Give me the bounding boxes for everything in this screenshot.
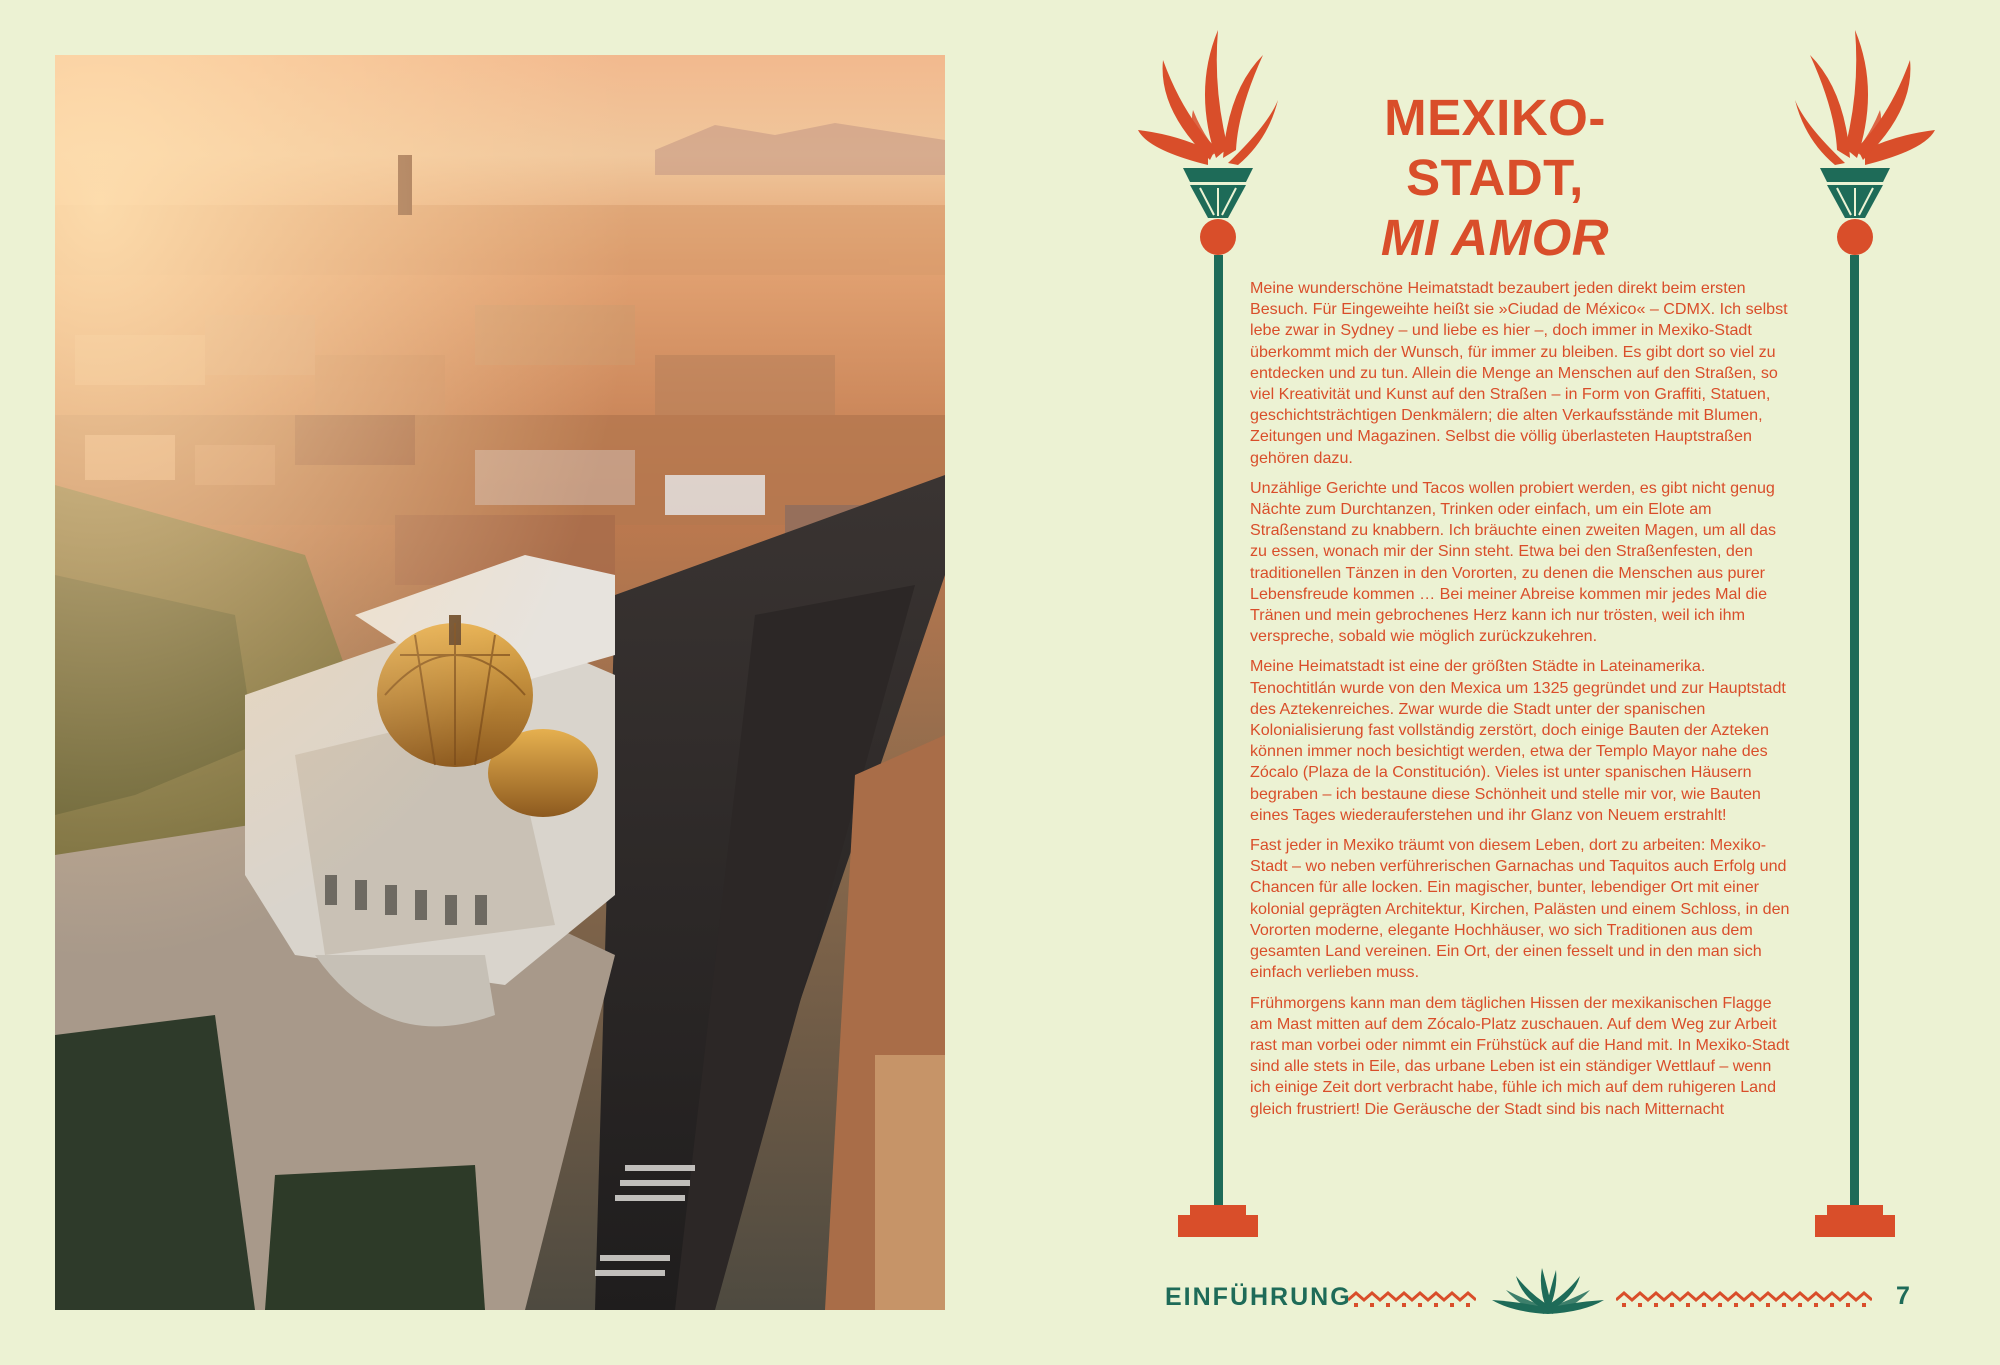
article-body <box>1250 278 1795 1129</box>
page-number: 7 <box>1896 1282 1910 1310</box>
agave-icon <box>1492 1268 1604 1316</box>
page-title <box>1300 88 1690 268</box>
section-label: EINFÜHRUNG <box>1165 1283 1352 1311</box>
aerial-city-photo <box>55 55 945 1310</box>
zigzag-left-ornament <box>1348 1288 1476 1310</box>
title-line-1: MEXIKO-STADT, <box>1384 89 1606 206</box>
paragraph-4: Fast jeder in Mexiko träumt von diesem Leben, dort zu arbeiten: Mexiko-Stadt – wo neben verführerischen Garnachas und Taquitos auch Erfolg und Chancen für alle locken. Ein magischer, bunter, lebendiger Ort mit einer kolonial geprägten Architektur, Kirchen, Palästen und einem Schloss, in den Vororten moderne, elegante Hochhäuser, wo sich Traditionen aus dem gesamten Land vereinen. Ein Ort, der einen fesselt und in den man sich einfach verlieben muss. <box>1250 836 1790 982</box>
paragraph-1: Meine wunderschöne Heimatstadt bezaubert jeden direkt beim ersten Besuch. Für Eingeweihte heißt sie »Ciudad de México« – CDMX. Ich selbst lebe zwar in Sydney – und liebe es hier –, doch immer in Mexiko-Stadt überkommt mich der Wunsch, für immer zu bleiben. Es gibt dort so viel zu entdecken und zu tun. Allein die Menge an Menschen auf den Straßen, so viel Kreativität und Kunst auf den Straßen – in Form von Graffiti, Statuen, geschichtsträchtigen Denkmälern; die alten Verkaufsstände mit Blumen, Zeitungen und Magazinen. Selbst die völlig überlasteten Hauptstraßen gehören dazu. <box>1250 279 1788 467</box>
title-line-2: MI AMOR <box>1380 209 1610 266</box>
torch-right-icon <box>1795 30 1935 1240</box>
paragraph-2: Unzählige Gerichte und Tacos wollen probiert werden, es gibt nicht genug Nächte zum Durchtanzen, Trinken oder einfach, um ein Elote am Straßenstand zu knabbern. Ich bräuchte einen zweiten Magen, um all das zu essen, wonach mir der Sinn steht. Etwa bei den Straßenfesten, den traditionellen Tänzen in den Vororten, zu denen die Menschen aus purer Lebensfreude kommen … Bei meiner Abreise kommen mir jedes Mal die Tränen und mein gebrochenes Herz kann ich nur trösten, weil ich ihm verspreche, sobald wie möglich zurückzukehren. <box>1250 478 1777 646</box>
zigzag-right-ornament <box>1616 1288 1872 1310</box>
paragraph-3: Meine Heimatstadt ist eine der größten Städte in Lateinamerika. Tenochtitlán wurde von den Mexica um 1325 gegründet und zur Hauptstadt des Aztekenreiches. Zwar wurde die Stadt unter der spanischen Kolonialisierung fast vollständig zerstört, doch einige Bauten der Azteken können immer noch besichtigt werden, etwa der Templo Mayor nahe des Zócalo (Plaza de la Constitución). Vieles ist unter spanischen Häusern begraben – ich bestaune diese Schönheit und stelle mir vor, wie Bauten eines Tages wiederauferstehen und ihr Glanz von Neuem erstrahlt! <box>1250 657 1786 824</box>
paragraph-5: Frühmorgens kann man dem täglichen Hissen der mexikanischen Flagge am Mast mitten auf dem Zócalo-Platz zuschauen. Auf dem Weg zur Arbeit rast man vorbei oder nimmt ein Frühstück auf die Hand mit. In Mexiko-Stadt sind alle stets in Eile, das urbane Leben ist ein ständiger Wettlauf – wenn ich einige Zeit dort verbracht habe, fühle ich mich auf dem ruhigeren Land gleich frustriert! Die Geräusche der Stadt sind bis nach Mitternacht <box>1250 993 1790 1118</box>
